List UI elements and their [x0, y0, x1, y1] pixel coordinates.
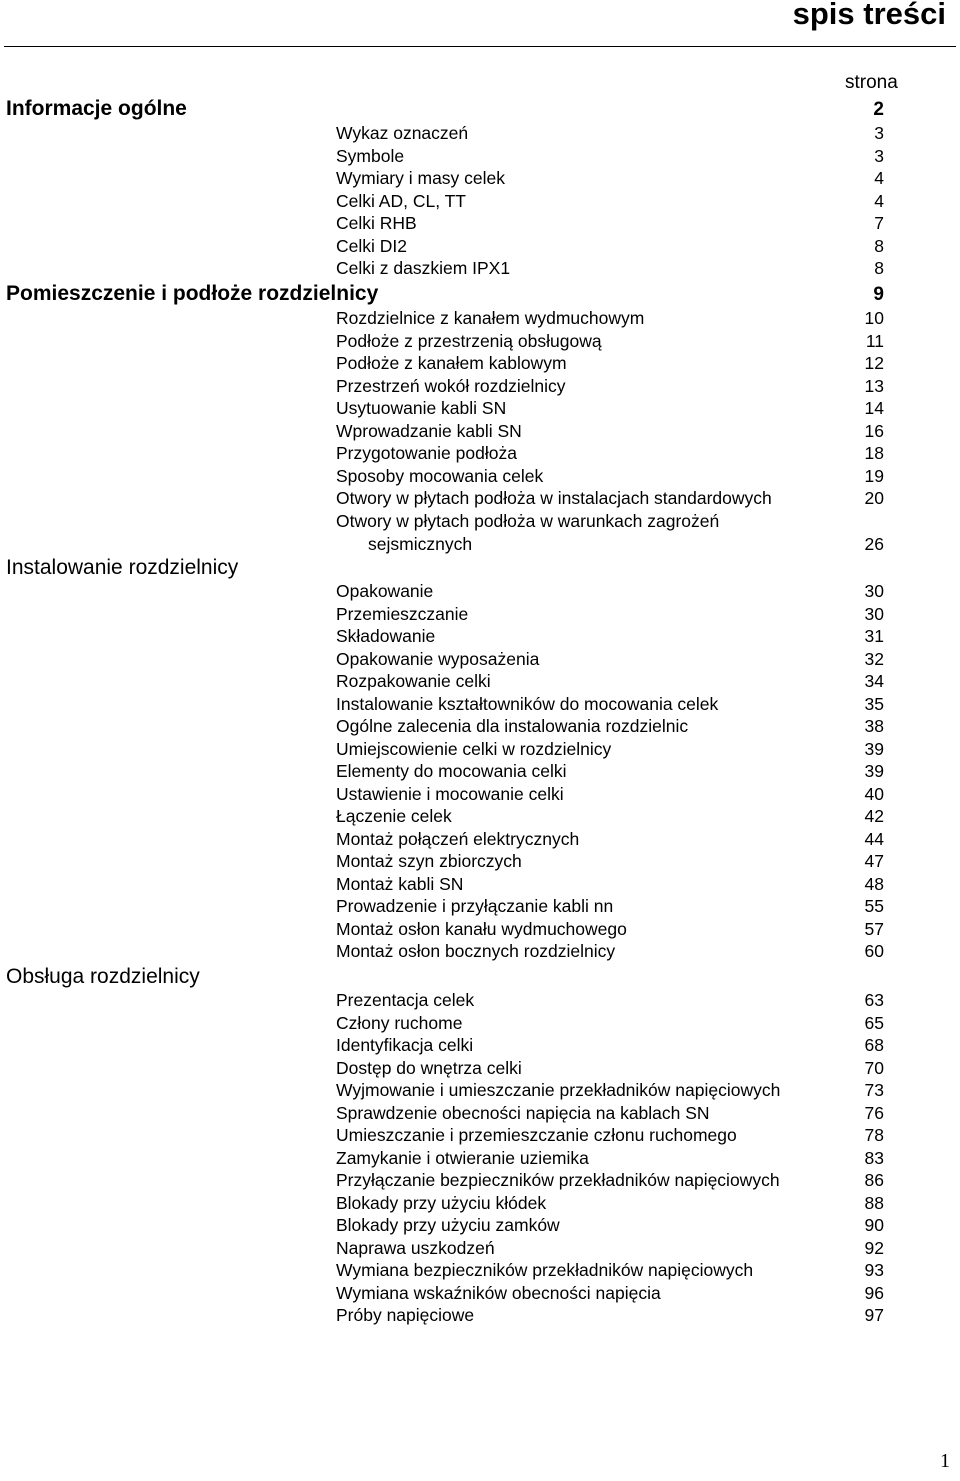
toc-entry-label: Rozpakowanie celki — [336, 671, 491, 691]
toc-entry-label: Opakowanie — [336, 581, 434, 601]
toc-entry-page: 30 — [864, 581, 884, 601]
toc-entry-label: Opakowanie wyposażenia — [336, 648, 540, 669]
toc-entry-page: 31 — [864, 626, 884, 646]
toc-entry-page: 12 — [864, 353, 884, 373]
toc-entry-label: Przestrzeń wokół rozdzielnicy — [336, 375, 566, 396]
toc-entry-page: 30 — [864, 603, 884, 624]
toc-entry-label-continued: sejsmicznych — [368, 533, 473, 554]
toc-entry[interactable] — [0, 1237, 884, 1259]
toc-entry-page: 48 — [864, 873, 884, 894]
title-divider — [4, 46, 956, 47]
toc-entry[interactable] — [0, 1304, 884, 1326]
toc-entry-label: Umieszczanie i przemieszczanie członu ruchomego — [336, 1125, 737, 1145]
toc-entry-page: 57 — [864, 918, 884, 939]
toc-entry-page: 7 — [874, 213, 884, 233]
toc-entry[interactable] — [0, 307, 884, 329]
toc-entry-label: Naprawa uszkodzeń — [336, 1237, 495, 1258]
toc-entry[interactable] — [0, 738, 884, 760]
toc-entry[interactable] — [0, 603, 884, 625]
toc-entry[interactable] — [0, 145, 884, 167]
toc-entry-page: 13 — [864, 375, 884, 396]
toc-entry[interactable] — [0, 1282, 884, 1304]
toc-entry[interactable] — [0, 895, 884, 917]
page-number: 1 — [940, 1450, 950, 1472]
toc-entry-label: Przyłączanie bezpieczników przekładników napięciowych — [336, 1170, 780, 1190]
toc-entry[interactable] — [0, 1147, 884, 1169]
toc-entry-label: Montaż szyn zbiorczych — [336, 851, 522, 871]
toc-entry[interactable] — [0, 580, 884, 602]
toc-entry-label: Rozdzielnice z kanałem wydmuchowym — [336, 308, 645, 328]
toc-entry-label: Blokady przy użyciu zamków — [336, 1215, 560, 1235]
toc-entry-label: Sposoby mocowania celek — [336, 465, 544, 486]
toc-entry-label: Montaż osłon kanału wydmuchowego — [336, 918, 627, 939]
toc-entry-page: 8 — [874, 235, 884, 256]
toc-entry-page: 32 — [864, 648, 884, 669]
toc-entry-page: 35 — [864, 693, 884, 714]
toc-entry[interactable] — [0, 1012, 884, 1034]
toc-entry-page: 44 — [864, 828, 884, 849]
toc-entry[interactable] — [0, 760, 884, 782]
toc-entry-label: Celki RHB — [336, 213, 417, 233]
toc-entry-label: Dostęp do wnętrza celki — [336, 1057, 522, 1078]
toc-entry-page: 70 — [864, 1057, 884, 1078]
toc-entry[interactable] — [0, 1034, 884, 1056]
toc-entry-page: 10 — [864, 308, 884, 328]
toc-entry-label: Próby napięciowe — [336, 1305, 475, 1325]
toc-entry-label: Symbole — [336, 145, 405, 166]
toc-entry-label: Wykaz oznaczeń — [336, 123, 469, 143]
toc-entry-page: 86 — [864, 1170, 884, 1190]
toc-entry-page: 78 — [864, 1125, 884, 1145]
toc-entry-page: 60 — [864, 941, 884, 961]
toc-entry[interactable] — [0, 375, 884, 397]
toc-entry[interactable] — [0, 190, 884, 212]
toc-entry-label: Podłoże z przestrzenią obsługową — [336, 330, 602, 351]
toc-entry[interactable] — [0, 167, 884, 189]
toc-entry[interactable] — [0, 1192, 884, 1214]
toc-entry[interactable] — [0, 442, 884, 464]
page-column-header: strona — [845, 72, 898, 93]
toc-entry-label: Otwory w płytach podłoża w instalacjach standardowych — [336, 488, 772, 508]
toc-entry[interactable] — [0, 1057, 884, 1079]
toc-entry-page: 40 — [864, 783, 884, 804]
section-title: Instalowanie rozdzielnicy — [6, 556, 239, 579]
toc-entry-label: Celki DI2 — [336, 235, 407, 256]
toc-entry-page: 11 — [865, 330, 884, 351]
toc-entry-page: 19 — [864, 465, 884, 486]
toc-entry[interactable] — [0, 989, 884, 1011]
section-page-number: 2 — [873, 99, 884, 120]
toc-entry-page: 38 — [864, 716, 884, 736]
toc-entry-page: 20 — [864, 488, 884, 508]
toc-entry[interactable] — [0, 330, 884, 352]
toc-entry[interactable] — [0, 805, 884, 827]
toc-entry-label: Usytuowanie kabli SN — [336, 398, 507, 418]
toc-entry[interactable] — [0, 670, 884, 692]
toc-entry[interactable] — [0, 1079, 884, 1101]
toc-entry-label: Wymiana bezpieczników przekładników napięciowych — [336, 1260, 754, 1280]
toc-entry-label: Prezentacja celek — [336, 990, 475, 1010]
toc-entry[interactable] — [0, 715, 884, 737]
section-title: Informacje ogólne — [6, 97, 187, 120]
toc-entry-label: Przygotowanie podłoża — [336, 443, 517, 463]
toc-entry-page: 14 — [864, 398, 884, 418]
toc-entry[interactable] — [0, 648, 884, 670]
toc-entry-page: 39 — [864, 761, 884, 781]
toc-entry-page: 3 — [874, 145, 884, 166]
section-title: Pomieszczenie i podłoże rozdzielnicy — [6, 282, 379, 305]
toc-entry-label: Montaż kabli SN — [336, 873, 464, 894]
section-title: Obsługa rozdzielnicy — [6, 965, 200, 988]
toc-entry[interactable] — [0, 397, 884, 419]
toc-entry-page: 65 — [864, 1012, 884, 1033]
section-page-number: 9 — [873, 284, 884, 305]
toc-entry-label: Ogólne zalecenia dla instalowania rozdzielnic — [336, 716, 689, 736]
toc-entry-label: Celki z daszkiem IPX1 — [336, 258, 511, 278]
toc-entry-label: Celki AD, CL, TT — [336, 190, 466, 211]
toc-entry[interactable] — [0, 1169, 884, 1191]
toc-entry-page: 93 — [864, 1260, 884, 1280]
toc-entry-page: 34 — [864, 671, 884, 691]
page-title: spis treści — [792, 0, 946, 31]
toc-entry[interactable] — [0, 850, 884, 872]
toc-entry-label: Wprowadzanie kabli SN — [336, 420, 522, 441]
toc-entry[interactable] — [0, 510, 884, 556]
toc-entry[interactable] — [0, 352, 884, 374]
toc-entry-label: Wymiary i masy celek — [336, 168, 506, 188]
toc-entry[interactable] — [0, 828, 884, 850]
toc-entry-page: 26 — [864, 533, 884, 554]
toc-entry-page: 55 — [864, 896, 884, 916]
toc-entry[interactable] — [0, 940, 884, 962]
toc-entry-page: 18 — [864, 443, 884, 463]
toc-entry-label: Montaż osłon bocznych rozdzielnicy — [336, 941, 616, 961]
toc-entry[interactable] — [0, 420, 884, 442]
toc-entry-page: 73 — [864, 1080, 884, 1100]
toc-entry[interactable] — [0, 693, 884, 715]
toc-entry-page: 88 — [864, 1192, 884, 1213]
toc-entry[interactable] — [0, 1124, 884, 1146]
toc-entry[interactable] — [0, 487, 884, 509]
toc-entry-page: 68 — [864, 1035, 884, 1055]
toc-entry[interactable] — [0, 1214, 884, 1236]
toc-entry-label: Wyjmowanie i umieszczanie przekładników napięciowych — [336, 1080, 781, 1100]
toc-entry-page: 90 — [864, 1215, 884, 1235]
toc-entry[interactable] — [0, 257, 884, 279]
toc-entry[interactable] — [0, 122, 884, 144]
toc-entry-label: Ustawienie i mocowanie celki — [336, 783, 564, 804]
toc-entry-label: Elementy do mocowania celki — [336, 761, 567, 781]
toc-entry-label: Człony ruchome — [336, 1012, 463, 1033]
toc-entry-page: 3 — [874, 123, 884, 143]
toc-entry[interactable] — [0, 783, 884, 805]
toc-entry-page: 83 — [864, 1147, 884, 1168]
toc-entry-label: Podłoże z kanałem kablowym — [336, 353, 567, 373]
toc-entry-label: Montaż połączeń elektrycznych — [336, 828, 580, 849]
toc-entry-page: 42 — [864, 806, 884, 826]
toc-entry-label: Zamykanie i otwieranie uziemika — [336, 1147, 589, 1168]
toc-entry[interactable] — [0, 212, 884, 234]
toc-entry-page: 4 — [874, 168, 884, 188]
toc-entry-label: Instalowanie kształtowników do mocowania celek — [336, 693, 719, 714]
toc-entry-label: Wymiana wskaźników obecności napięcia — [336, 1282, 661, 1303]
toc-entry-label: Otwory w płytach podłoża w warunkach zagrożeń — [336, 510, 720, 531]
toc-entry-page: 8 — [874, 258, 884, 278]
toc-entry-label: Prowadzenie i przyłączanie kabli nn — [336, 896, 614, 916]
toc-entry-label: Składowanie — [336, 626, 436, 646]
toc-entry[interactable] — [0, 235, 884, 257]
toc-entry-page: 63 — [864, 990, 884, 1010]
toc-entry[interactable] — [0, 465, 884, 487]
toc-entry[interactable] — [0, 625, 884, 647]
toc-entry-label: Umiejscowienie celki w rozdzielnicy — [336, 738, 612, 759]
toc-entry-label: Sprawdzenie obecności napięcia na kablach SN — [336, 1102, 710, 1123]
toc-entry-page: 39 — [864, 738, 884, 759]
toc-entry-label: Przemieszczanie — [336, 603, 469, 624]
toc-entry-page: 97 — [864, 1305, 884, 1325]
toc-entry[interactable] — [0, 1102, 884, 1124]
toc-entry-page: 76 — [864, 1102, 884, 1123]
toc-entry-label: Identyfikacja celki — [336, 1035, 474, 1055]
toc-entry[interactable] — [0, 873, 884, 895]
toc-entry-page: 96 — [864, 1282, 884, 1303]
toc-entry[interactable] — [0, 1259, 884, 1281]
toc-entry-label: Łączenie celek — [336, 806, 452, 826]
toc-entry-page: 16 — [864, 420, 884, 441]
toc-entry-page: 4 — [874, 190, 884, 211]
toc-entry[interactable] — [0, 918, 884, 940]
toc-entry-page: 92 — [864, 1237, 884, 1258]
toc-entry-page: 47 — [864, 851, 884, 871]
toc-entry-label: Blokady przy użyciu kłódek — [336, 1192, 547, 1213]
